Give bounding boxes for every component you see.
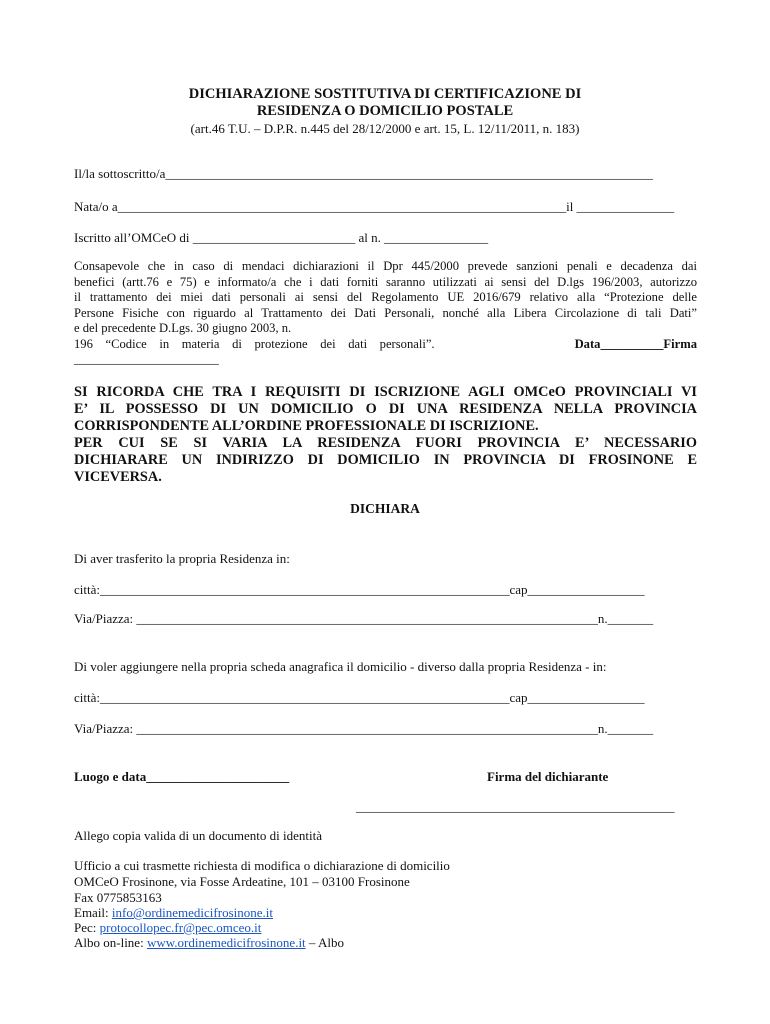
residenza-via-field[interactable]: Via/Piazza: _______________________________________________________________________n._______ [74, 611, 654, 626]
consent-row: benefici (artt.76 e 75) e informato/a che i dati forniti saranno utilizzati ai sensi del D.lgs 196/2003, autorizzo [74, 274, 697, 289]
notice-row: CORRISPONDENTE ALL’ORDINE PROFESSIONALE DI ISCRIZIONE. [74, 418, 539, 434]
notice-row: PER CUI SE SI VARIA LA RESIDENZA FUORI PROVINCIA E’ NECESSARIO [74, 435, 697, 451]
document-subtitle: (art.46 T.U. – D.P.R. n.445 del 28/12/2000 e art. 15, L. 12/11/2011, n. 183) [190, 121, 580, 136]
contact-albo-row [74, 935, 344, 950]
consent-row-date [74, 337, 697, 353]
contact-line-office: Ufficio a cui trasmette richiesta di modifica o dichiarazione di domicilio [74, 858, 450, 873]
date-signature-field[interactable]: Data__________Firma [574, 336, 697, 351]
consent-signature-line[interactable]: _______________________ [74, 352, 219, 366]
consent-row: il trattamento dei miei dati personali ai sensi del Regolamento UE 2016/679 relativo alla “Protezione delle [74, 290, 697, 304]
contact-pec-row [74, 920, 261, 935]
notice-row: E’ IL POSSESSO DI UN DOMICILIO O DI UNA RESIDENZA NELLA PROVINCIA [74, 401, 697, 417]
allego-text: Allego copia valida di un documento di identità [74, 828, 323, 843]
consent-paragraph [74, 259, 697, 368]
firma-dichiarante-label: Firma del dichiarante [487, 769, 609, 784]
email-label: Email: [74, 905, 112, 920]
pec-link[interactable]: protocollopec.fr@pec.omceo.it [99, 920, 262, 935]
sottoscritto-field[interactable]: Il/la sottoscritto/a___________________________________________________________________________ [74, 166, 653, 181]
notice-row: SI RICORDA CHE TRA I REQUISITI DI ISCRIZIONE AGLI OMCeO PROVINCIALI VI [74, 384, 697, 400]
residenza-intro: Di aver trasferito la propria Residenza in: [74, 551, 290, 566]
firma-dichiarante-line[interactable]: _________________________________________________ [356, 799, 675, 814]
contact-line-address: OMCeO Frosinone, via Fosse Ardeatine, 101 – 03100 Frosinone [74, 874, 410, 889]
domicilio-intro: Di voler aggiungere nella propria scheda anagrafica il domicilio - diverso dalla propria Residenza - in: [74, 659, 607, 674]
document-title-line1: DICHIARAZIONE SOSTITUTIVA DI CERTIFICAZIONE DI [188, 86, 582, 102]
notice-block [74, 384, 697, 486]
albo-link[interactable]: www.ordinemedicifrosinone.it [146, 935, 306, 950]
nato-field[interactable]: Nata/o a_____________________________________________________________________il _______________ [74, 199, 675, 214]
albo-suffix: – Albo [305, 935, 344, 950]
notice-row: DICHIARARE UN INDIRIZZO DI DOMICILIO IN PROVINCIA DI FROSINONE E [74, 452, 697, 468]
consent-row-text: 196 “Codice in materia di protezione dei dati personali”. [74, 336, 435, 351]
email-link[interactable]: info@ordinemedicifrosinone.it [111, 905, 273, 920]
luogo-data-field[interactable]: Luogo e data______________________ [74, 769, 290, 784]
consent-row: Consapevole che in caso di mendaci dichiarazioni il Dpr 445/2000 prevede sanzioni penali e decadenza dai [74, 259, 697, 273]
notice-row: VICEVERSA. [74, 469, 162, 485]
contact-fax: Fax 0775853163 [74, 890, 162, 905]
contact-email-row [74, 905, 273, 920]
dichiara-heading: DICHIARA [350, 501, 420, 516]
residenza-citta-field[interactable]: città:_______________________________________________________________cap__________________ [74, 582, 645, 597]
consent-row: Persone Fisiche con riguardo al Trattamento dei Dati Personali, nonché alla Libera Circolazione di tali Dati” [74, 305, 697, 320]
iscritto-field[interactable]: Iscritto all’OMCeO di _________________________ al n. ________________ [74, 230, 489, 245]
consent-row: e del precedente D.Lgs. 30 giugno 2003, n. [74, 321, 292, 335]
albo-label: Albo on-line: [74, 935, 147, 950]
document-title-line2: RESIDENZA O DOMICILIO POSTALE [256, 103, 514, 119]
domicilio-citta-field[interactable]: città:_______________________________________________________________cap__________________ [74, 690, 645, 705]
pec-label: Pec: [74, 920, 100, 935]
domicilio-via-field[interactable]: Via/Piazza: _______________________________________________________________________n._______ [74, 721, 654, 736]
